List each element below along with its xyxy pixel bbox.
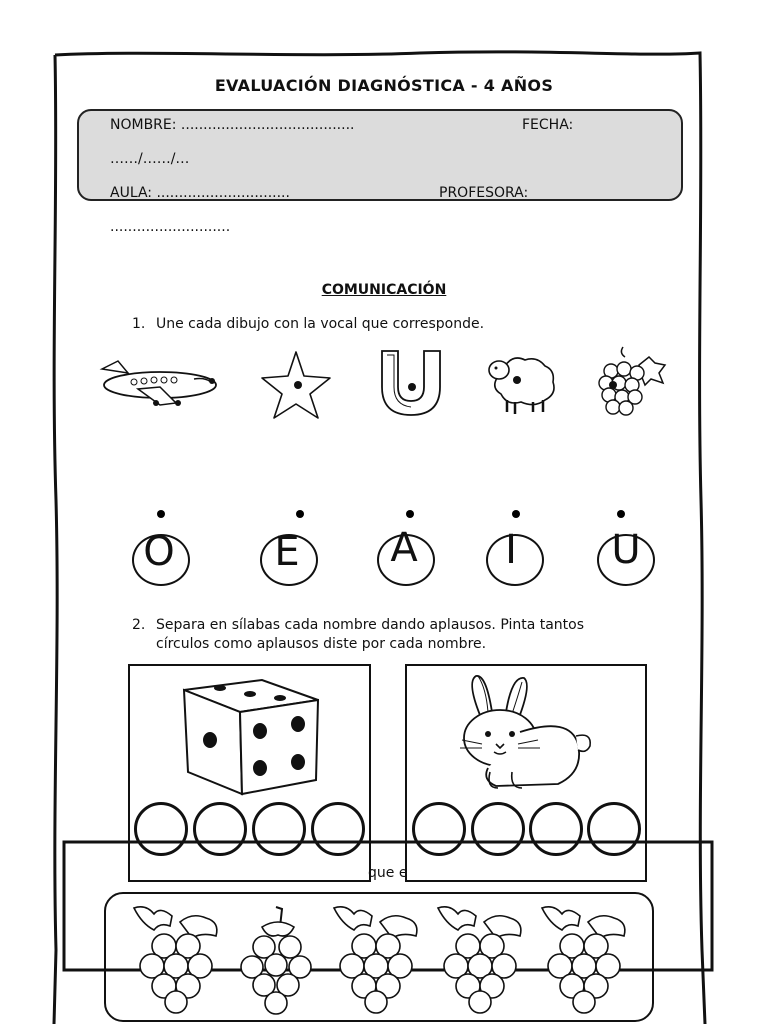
question-1-text: Une cada dibujo con la vocal que corresponde. [156,316,485,332]
vowel-e[interactable]: E [274,529,300,575]
grapes-bunch-5-icon [538,902,630,1014]
nombre-field[interactable]: NOMBRE: ....................................... [110,117,355,133]
grapes-bunch-4-icon [434,902,526,1014]
aula-field[interactable]: AULA: .............................. [110,185,290,201]
profesora-label: PROFESORA: [439,185,529,201]
fecha-field[interactable]: ……/……/… [110,151,190,167]
question-2-line-1: Separa en sílabas cada nombre dando aplausos. Pinta tantos [156,617,585,633]
section-title: COMUNICACIÓN [321,282,447,298]
vowel-u[interactable]: U [611,527,641,573]
grapes-bunch-3-icon [330,902,422,1014]
question-3-partial-text: que e [368,865,408,881]
fecha-label: FECHA: [522,117,574,133]
question-1-number: 1. [132,316,146,332]
vowel-i[interactable]: I [505,527,517,573]
page-title: EVALUACIÓN DIAGNÓSTICA - 4 AÑOS [214,76,554,95]
profesora-field[interactable]: ........................... [110,219,231,235]
question-2-number: 2. [132,617,146,633]
grapes-bunch-1-icon [130,902,222,1014]
grapes-bunch-2-icon [238,905,320,1017]
vowel-o[interactable]: O [143,529,175,575]
vowel-a[interactable]: A [390,525,418,571]
question-2-line-2: círculos como aplausos diste por cada nombre. [156,636,487,652]
